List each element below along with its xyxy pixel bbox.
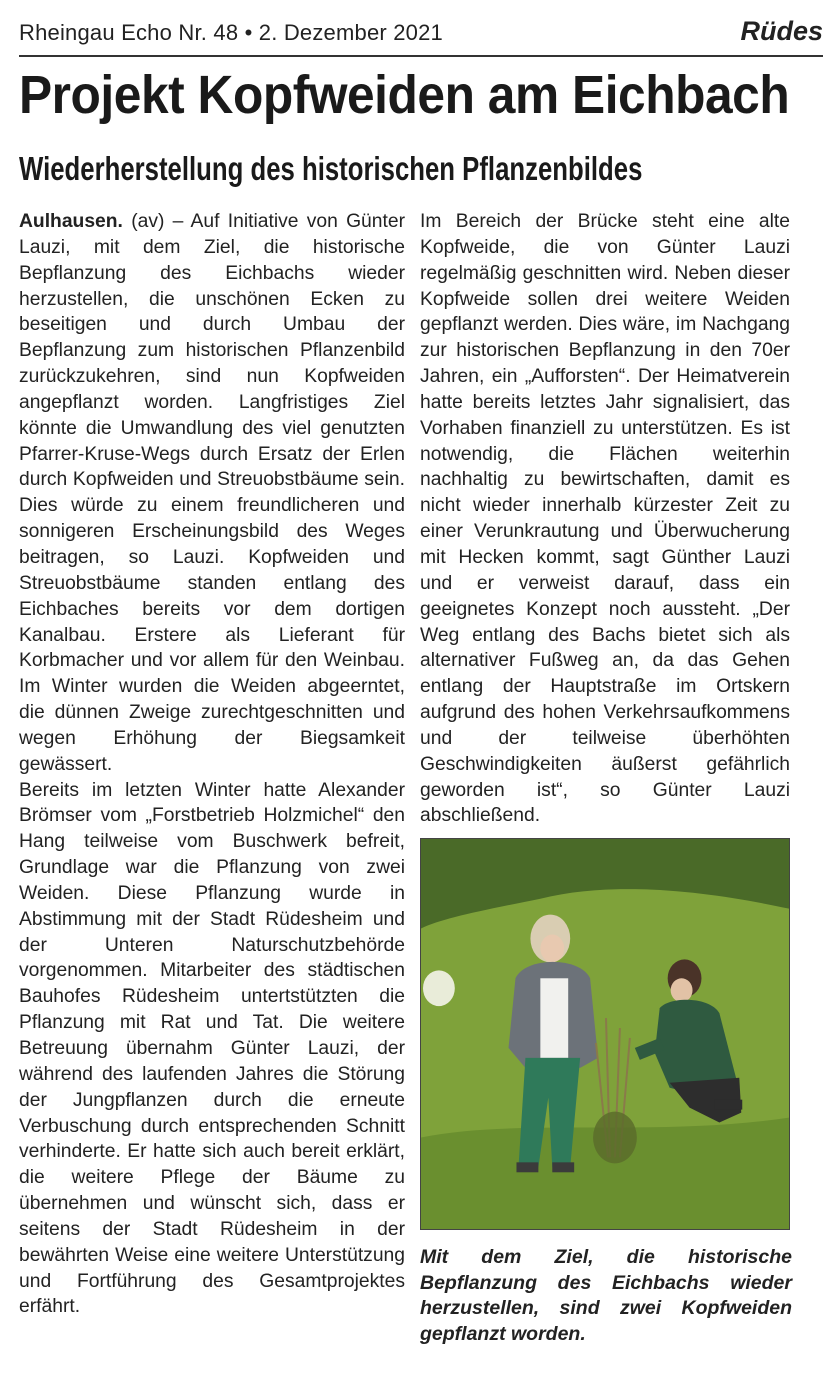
article-paragraph: Bereits im letzten Winter hatte Alexander Brömser vom „Forstbetrieb Holzmichel“ den Hang teilweise vom Buschwerk befreit, Grundlage war die Pflanzung von zwei Weiden. Diese Pflanzung wurde in Abstimmung mit der Stadt Rüdesheim und der Unteren Naturschutzbehörde vorgenommen. Mitarbeiter des städtischen Bauhofes Rüdesheim untertstützten die Pflanzung mit Rat und Tat. Die weitere Betreuung übernahm Günter Lauzi, der während des laufenden Jahres die Störung der Jungpflanzen durch die erneute Verbuschung durch entsprechenden Schnitt verhinderte. Er hatte sich auch bereit erklärt, die weitere Pflege der Bäume zu übernehmen und wünscht sich, dass er seitens der Stadt Rüdesheim in der bewährten Weise eine weitere Unterstützung und Fortführung des Gesamtprojektes erfährt. bbox=[19, 779, 405, 1318]
article-subtitle: Wiederherstellung des historischen Pflanzenbildes bbox=[19, 150, 643, 187]
article-photo bbox=[420, 838, 790, 1230]
masthead: Rheingau Echo Nr. 48 • 2. Dezember 2021 bbox=[19, 20, 443, 45]
dateline: Aulhausen. bbox=[19, 211, 123, 232]
article-title: Projekt Kopfweiden am Eichbach bbox=[19, 65, 790, 125]
paragraph-text: (av) – Auf Initiative von Günter Lauzi, mit dem Ziel, die historische Bepflanzung des Eichbachs wieder herzustellen, die unschönen Ecken zu beseitigen und durch Umbau der Bepflanzung zum historischen Pflanzenbild zurückzukehren, sind nun Kopfweiden angepflanzt worden. Langfristiges Ziel könnte die Umwandlung des viel genutzten Pfarrer-Kruse-Wegs durch Ersatz der Erlen durch Kopfweiden und Streuobstbäume sein. Dies würde zu einem freundlicheren und sonnigeren Erscheinungsbild des Weges beitragen, so Lauzi. Kopfweiden und Streuobstbäume standen entlang des Eichbaches bereits vor dem dortigen Kanalbau. Erstere als Lieferant für Korbmacher und vor allem für den Weinbau. Im Winter wurden die Weiden abgeerntet, die dünnen Zweige zurechtgeschnitten und wegen Erhöhung der Biegsamkeit gewässert. bbox=[19, 211, 406, 775]
article-paragraph: Im Bereich der Brücke steht eine alte Kopfweide, die von Günter Lauzi regelmäßig geschnitten wird. Neben dieser Kopfweide sollen drei weitere Weiden gepflanzt werden. Dies wäre, im Nachgang zur historischen Bepflanzung in den 70er Jahren, ein „Aufforsten“. Der Heimatverein hatte bereits letztes Jahr signalisiert, das Vorhaben finanziell zu unterstützen. Es ist notwendig, die Flächen weiterhin nachhaltig zu bewirtschaften, damit es nicht wieder innerhalb kürzester Zeit zu einer Verunkrautung und Überwucherung mit Hecken kommt, sagt Günther Lauzi und er verweist darauf, dass ein geeignetes Konzept noch aussteht. „Der Weg entlang des Bachs bietet sich als alternativer Fußweg an, da das Gehen entlang der Hauptstraße im Ortskern aufgrund des hohen Verkehrsaufkommens und der teilweise überhöhten Geschwindigkeiten äußerst gefährlich geworden ist“, so Günter Lauzi abschließend. bbox=[420, 211, 790, 827]
article-column-right bbox=[420, 209, 790, 829]
article-paragraph bbox=[19, 209, 405, 778]
section-tag: Rüdes bbox=[740, 16, 823, 46]
photo-caption: Mit dem Ziel, die historische Bepflanzung des Eichbachs wieder herzustellen, sind zwei Kopfweiden gepflanzt worden. bbox=[420, 1246, 792, 1345]
header-rule bbox=[19, 55, 823, 57]
watering-can bbox=[423, 970, 455, 1006]
photo-illustration bbox=[421, 839, 789, 1229]
article-column-left bbox=[19, 209, 405, 1320]
